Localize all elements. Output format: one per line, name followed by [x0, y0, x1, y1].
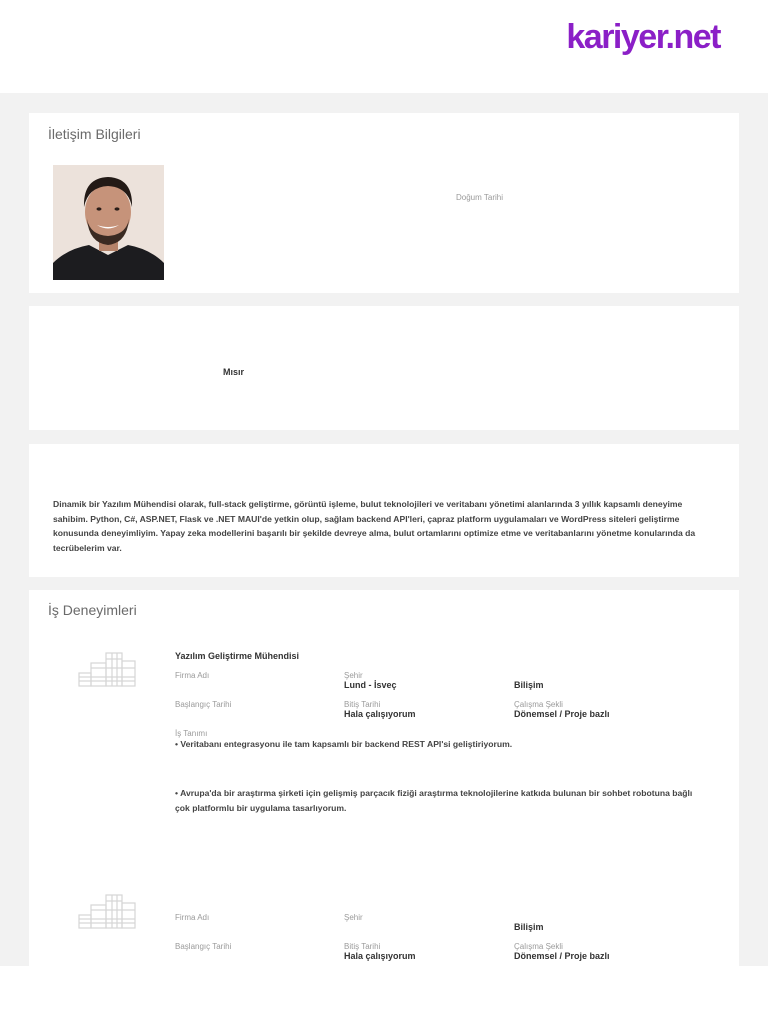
kariyer-logo[interactable]: kariyer.net	[566, 18, 720, 56]
job-description-label: İş Tanımı	[175, 729, 208, 738]
start-date-label: Başlangıç Tarihi	[175, 942, 232, 951]
end-date-label: Bitiş Tarihi	[344, 942, 381, 951]
city-label: Şehir	[344, 913, 363, 922]
footer-band	[0, 966, 768, 1024]
sector-value: Bilişim	[514, 680, 544, 690]
work-type-label: Çalışma Şekli	[514, 700, 563, 709]
country-value: Mısır	[223, 367, 245, 377]
birth-date-label: Doğum Tarihi	[456, 193, 503, 202]
profile-photo	[53, 165, 164, 280]
end-date-label: Bitiş Tarihi	[344, 700, 381, 709]
job-description-line-1: • Veritabanı entegrasyonu ile tam kapsamlı bir backend REST API'si geliştiriyorum.	[175, 739, 513, 749]
work-type-value: Dönemsel / Proje bazlı	[514, 951, 610, 961]
location-card	[29, 306, 739, 430]
end-date-value: Hala çalışıyorum	[344, 709, 416, 719]
company-label: Firma Adı	[175, 671, 210, 680]
end-date-value: Hala çalışıyorum	[344, 951, 416, 961]
city-value: Lund - İsveç	[344, 680, 397, 690]
job-description-line-2: • Avrupa'da bir araştırma şirketi için gelişmiş parçacık fiziği araştırma teknolojilerine katkıda bulunan bir sohbet robotuna bağlı çok platformlu bir uygulama tasarlıyorum.	[175, 788, 693, 813]
contact-title: İletişim Bilgileri	[48, 126, 141, 142]
city-label: Şehir	[344, 671, 363, 680]
start-date-label: Başlangıç Tarihi	[175, 700, 232, 709]
work-type-value: Dönemsel / Proje bazlı	[514, 709, 610, 719]
position-title: Yazılım Geliştirme Mühendisi	[175, 651, 300, 661]
company-label: Firma Adı	[175, 913, 210, 922]
summary-text: Dinamik bir Yazılım Mühendisi olarak, full-stack geliştirme, görüntü işleme, bulut teknolojileri ve veritabanı yönetimi alanlarında 3 yıllık kapsamlı deneyime sahibim. Python, C#, ASP.NET, Flask ve .NET MAUI'de yetkin olup, sağlam backend API'leri, çapraz platform uygulamaları ve WordPress siteleri geliştirme konusunda deneyimliyim. Yapay zeka modellerini başarılı bir şekilde devreye alma, bulut ortamlarını optimize etme ve veritabanlarını yönetme konularında da tecrübelerim var.	[53, 499, 696, 553]
header	[0, 0, 768, 93]
sector-value: Bilişim	[514, 922, 544, 932]
work-type-label: Çalışma Şekli	[514, 942, 563, 951]
person-photo-icon	[53, 165, 164, 280]
experience-title: İş Deneyimleri	[48, 602, 137, 618]
company-building-icon	[78, 651, 136, 687]
company-building-icon	[78, 893, 136, 929]
